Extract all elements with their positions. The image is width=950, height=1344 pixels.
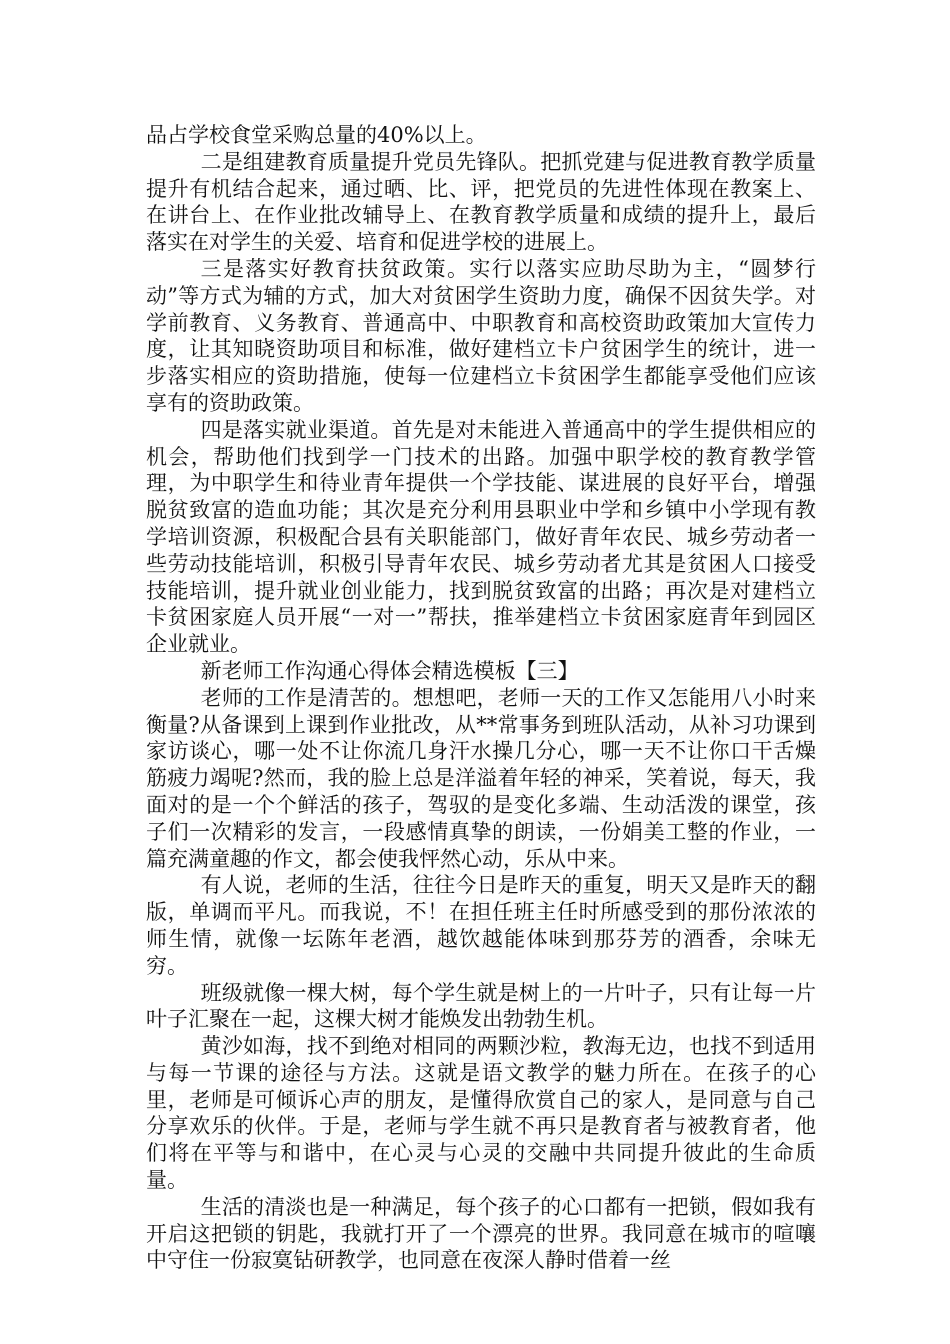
paragraph-point-two: 二是组建教育质量提升党员先锋队。把抓党建与促进教育教学质量提升有机结合起来，通过晒、比、评，把党员的先进性体现在教案上、在讲台上、在作业批改辅导上、在教育教学质量和成绩的提升上，最后落实在对学生的关爱、培育和促进学校的进展上。 xyxy=(146,149,816,255)
paragraph-class-tree: 班级就像一棵大树，每个学生就是树上的一片叶子，只有让每一片叶子汇聚在一起，这棵大树才能焕发出勃勃生机。 xyxy=(146,980,816,1032)
section-heading: 新老师工作沟通心得体会精选模板【三】 xyxy=(200,658,579,683)
paragraph-teacher-work: 老师的工作是清苦的。想想吧，老师一天的工作又怎能用八小时来衡量?从备课到上课到作业批改，从**常事务到班队活动，从补习功课到家访谈心，哪一处不让你流几身汗水操几分心，哪一天不让你口干舌燥筋疲力竭呢?然而，我的脸上总是洋溢着年轻的神采，笑着说，每天，我面对的是一个个鲜活的孩子，驾驭的是变化多端、生动活泼的课堂，孩子们一次精彩的发言，一段感情真挚的朗读，一份娟美工整的作业，一篇充满童趣的作文，都会使我怦然心动，乐从中来。 xyxy=(146,685,816,871)
paragraph-plain-life: 生活的清淡也是一种满足，每个孩子的心口都有一把锁，假如我有开启这把锁的钥匙，我就打开了一个漂亮的世界。我同意在城市的喧嚷中守住一份寂寞钻研教学，也同意在夜深人静时借着一丝 xyxy=(146,1194,816,1273)
paragraph-teacher-life: 有人说，老师的生活，往往今日是昨天的重复，明天又是昨天的翻版，单调而平凡。而我说，不！在担任班主任时所感受到的那份浓浓的师生情，就像一坛陈年老酒，越饮越能体味到那芬芳的酒香，余味无穷。 xyxy=(146,873,816,978)
paragraph-yellow-sand: 黄沙如海，找不到绝对相同的两颗沙粒，教海无边，也找不到适用与每一节课的途径与方法。这就是语文教学的魅力所在。在孩子的心里，老师是可倾诉心声的朋友，是懂得欣赏自己的家人，是同意与自己分享欢乐的伙伴。于是，老师与学生就不再只是教育者与被教育者，他们将在平等与和谐中，在心灵与心灵的交融中共同提升彼此的生命质量。 xyxy=(146,1034,816,1193)
document-body xyxy=(146,122,816,1274)
paragraph-point-three: 三是落实好教育扶贫政策。实行以落实应助尽助为主，“圆梦行动”等方式为辅的方式，加大对贫困学生资助力度，确保不因贫失学。对学前教育、义务教育、普通高中、中职教育和高校资助政策加大宣传力度，让其知晓资助项目和标准，做好建档立卡户贫困学生的统计，进一步落实相应的资助措施，使每一位建档立卡贫困学生都能享受他们应该享有的资助政策。 xyxy=(146,256,816,415)
paragraph-continuation: 品占学校食堂采购总量的40%以上。 xyxy=(146,123,487,147)
paragraph-point-four: 四是落实就业渠道。首先是对未能进入普通高中的学生提供相应的机会，帮助他们找到学一门技术的出路。加强中职学校的教育教学管理，为中职学生和待业青年提供一个学技能、谋进展的良好平台，增强脱贫致富的造血功能；其次是充分利用县职业中学和乡镇中小学现有教学培训资源，积极配合县有关职能部门，做好青年农民、城乡劳动者一些劳动技能培训，积极引导青年农民、城乡劳动者尤其是贫困人口接受技能培训，提升就业创业能力，找到脱贫致富的出路；再次是对建档立卡贫困家庭人员开展“一对一”帮扶，推举建档立卡贫困家庭青年到园区企业就业。 xyxy=(146,417,816,657)
